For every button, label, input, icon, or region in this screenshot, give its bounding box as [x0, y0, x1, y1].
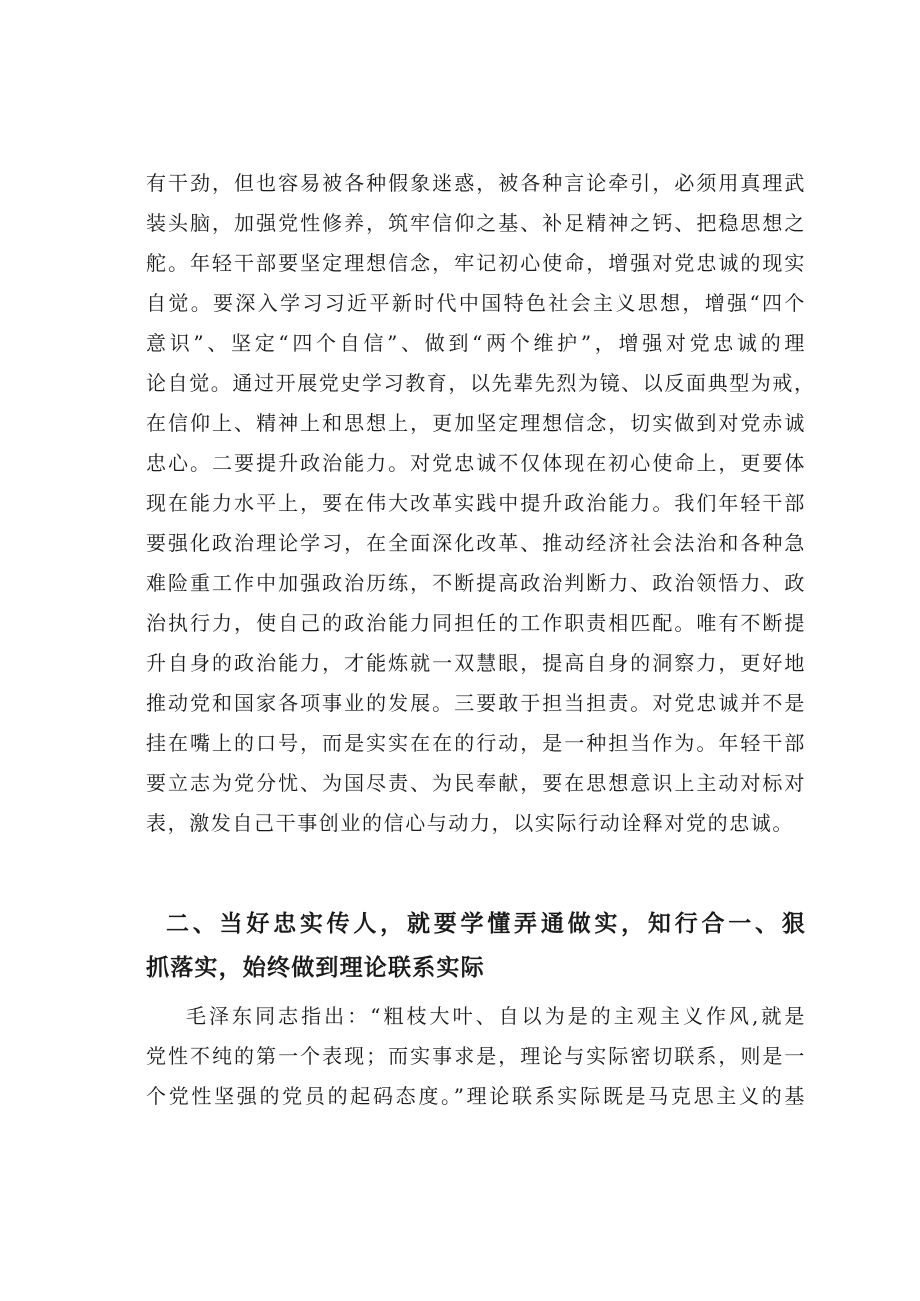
text-line: 毛泽东同志指出：“粗枝大叶、自以为是的主观主义作风,就是 — [186, 1004, 806, 1028]
text-line: 推动党和国家各项事业的发展。三要敢于担当担责。对党忠诚并不是 — [146, 691, 806, 715]
body-paragraph-1 — [146, 163, 816, 843]
text-line: 要强化政治理论学习，在全面深化改革、推动经济社会法治和各种急 — [146, 531, 806, 555]
text-line: 难险重工作中加强政治历练，不断提高政治判断力、政治领悟力、政 — [146, 571, 806, 595]
text-line: 装头脑，加强党性修养，筑牢信仰之基、补足精神之钙、把稳思想之 — [146, 211, 806, 235]
text-line: 论自觉。通过开展党史学习教育，以先辈先烈为镜、以反面典型为戒， — [146, 371, 816, 395]
section-heading-2 — [146, 902, 806, 990]
text-line: 意识”、坚定“四个自信”、做到“两个维护”，增强对党忠诚的理 — [146, 331, 806, 355]
text-line: 党性不纯的第一个表现；而实事求是，理论与实际密切联系，则是一 — [146, 1044, 806, 1068]
text-line: 挂在嘴上的口号，而是实实在在的行动，是一种担当作为。年轻干部 — [146, 731, 806, 755]
text-line: 自觉。要深入学习习近平新时代中国特色社会主义思想，增强“四个 — [146, 291, 806, 315]
text-line: 要立志为党分忧、为国尽责、为民奉献，要在思想意识上主动对标对 — [146, 771, 806, 795]
text-line: 忠心。二要提升政治能力。对党忠诚不仅体现在初心使命上，更要体 — [146, 451, 806, 475]
text-line: 治执行力，使自己的政治能力同担任的工作职责相匹配。唯有不断提 — [146, 611, 806, 635]
text-line: 舵。年轻干部要坚定理想信念，牢记初心使命，增强对党忠诚的现实 — [146, 251, 806, 275]
text-line: 有干劲，但也容易被各种假象迷惑，被各种言论牵引，必须用真理武 — [146, 171, 806, 195]
heading-line: 抓落实，始终做到理论联系实际 — [146, 955, 485, 981]
text-line: 个党性坚强的党员的起码态度。”理论联系实际既是马克思主义的基 — [146, 1084, 806, 1108]
text-line: 现在能力水平上，要在伟大改革实践中提升政治能力。我们年轻干部 — [146, 491, 806, 515]
body-paragraph-2 — [146, 996, 806, 1116]
text-line: 升自身的政治能力，才能炼就一双慧眼，提高自身的洞察力，更好地 — [146, 651, 806, 675]
heading-line: 二、当好忠实传人，就要学懂弄通做实，知行合一、狠 — [166, 911, 806, 937]
text-line: 在信仰上、精神上和思想上，更加坚定理想信念，切实做到对党赤诚 — [146, 411, 806, 435]
text-line: 表，激发自己干事创业的信心与动力，以实际行动诠释对党的忠诚。 — [146, 811, 794, 835]
